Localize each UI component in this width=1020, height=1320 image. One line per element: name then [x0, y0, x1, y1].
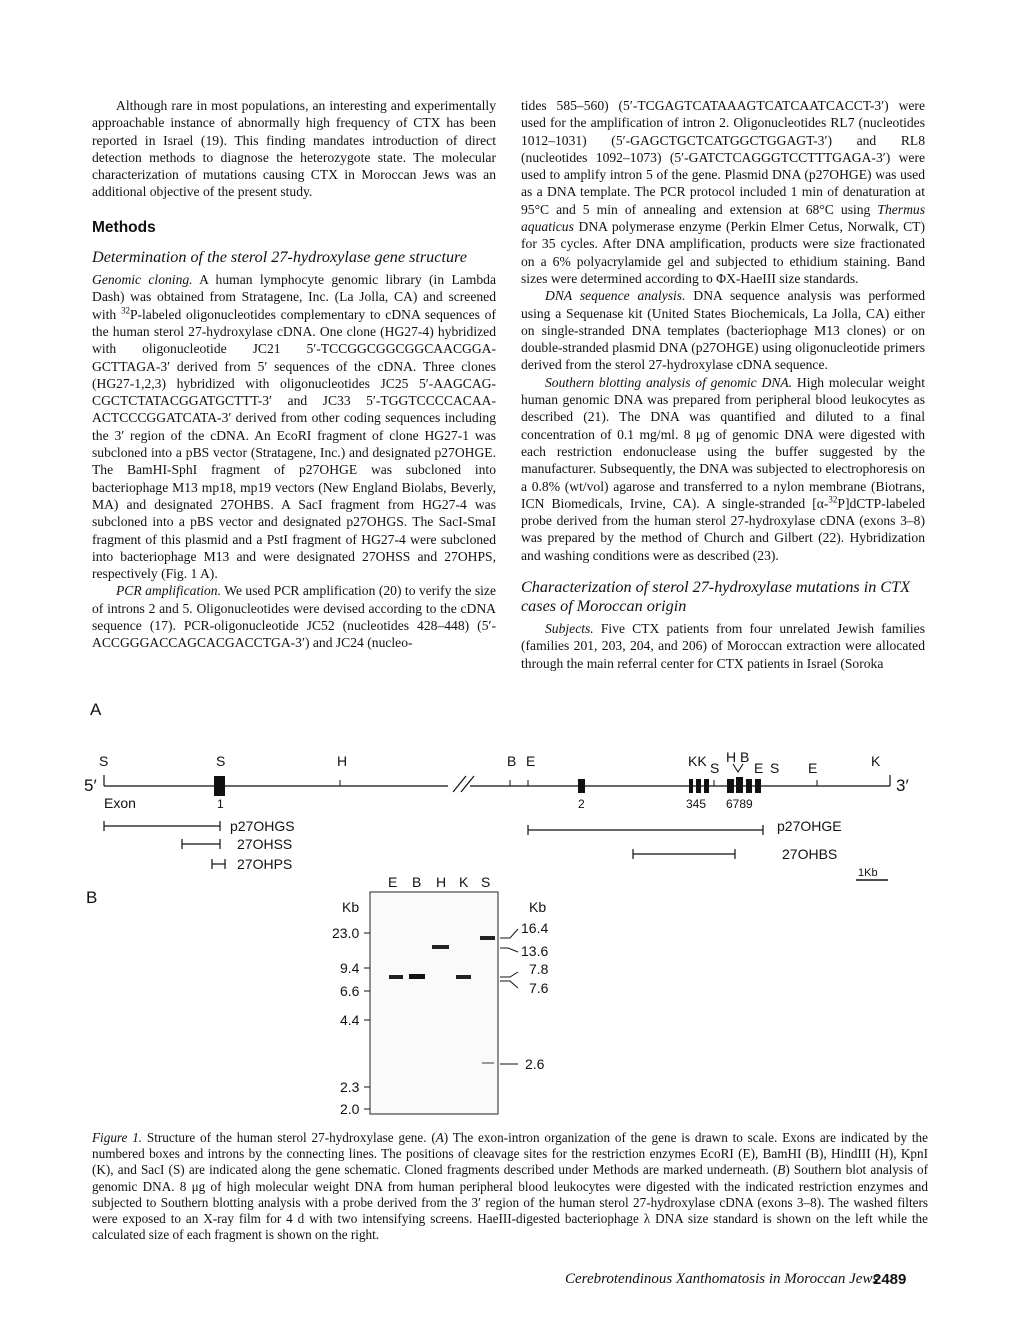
exon-number-6789: 6789 [726, 797, 753, 811]
marker-23: 23.0 [332, 925, 360, 941]
figure-graphic [0, 690, 1020, 1130]
subjects-text: Five CTX patients from four unrelated Jewish families (families 201, 203, 204, and 206) of Moroccan extraction were allocated through the main referral center for CTX patients in Israel (Soroka [521, 621, 925, 671]
genomic-cloning-text: A human lymphocyte genomic library (in Lambda Dash) was obtained from Stratagene, Inc. (La Jolla, CA) and screened with [92, 272, 496, 322]
clone-27ohps: 27OHPS [237, 856, 293, 872]
southern-text-cont: P]dCTP-labeled probe derived from the human sterol 27-hydroxylase cDNA (exons 3–8) was prepared by the method of Church and Gilbert (22). Hybridization and washing conditions were as described (23). [521, 495, 925, 563]
lane-label-k: K [459, 874, 469, 890]
marker-9-4: 9.4 [340, 960, 360, 976]
pcr-continued-paragraph [521, 97, 925, 287]
blot-membrane [370, 892, 498, 1114]
marker-6-6: 6.6 [340, 983, 360, 999]
band-faint [482, 1062, 494, 1064]
three-prime-label: 3′ [896, 776, 909, 795]
gap-mark-2 [461, 776, 474, 792]
marker-4-4: 4.4 [340, 1012, 360, 1028]
running-title: Cerebrotendinous Xanthomatosis in Moroccan Jews [565, 1271, 879, 1287]
clone-27ohss: 27OHSS [237, 836, 293, 852]
band-e [389, 975, 403, 979]
right-marker-2-6: 2.6 [525, 1056, 545, 1072]
dna-sequence-text: DNA sequence analysis was performed using a Sequenase kit (United States Biochemicals, La Jolla, CA) either on single-stranded DNA templates (bacteriophage M13 clones) or on double-stranded plasmid DNA (p27OHGE) using oligonucleotide primers derived from the sterol 27-hydroxylase cDNA sequence. [521, 288, 925, 373]
right-marker-7-6: 7.6 [529, 980, 549, 996]
exon-8 [746, 779, 752, 793]
southern-label: Southern blotting analysis of genomic DNA. [545, 374, 793, 390]
genomic-cloning-text-cont: P-labeled oligonucleotides complementary to cDNA sequences of the human sterol 27-hydroxylase cDNA. One clone (HG27-4) hybridized with oligonucleotide JC21 5′-TCCGGCGGCGGCAACGGA-GCTTAGA-3′ derived from 5′ sequences of the cDNA. Three clones (HG27-1,2,3) hybridized with oligonucleotides JC25 5′-AAGCAG-CGCTCTATACGGATGCTTT-3′ and JC33 5′-TGGTCCCCACAA-ACTCCCGGATCATA-3′ derived from other coding sequences including the 3′ region of the cDNA. An EcoRI fragment of clone HG27-1 was subcloned into a pBS vector (Stratagene, Inc.) and designated p27OHGE. The BamHI-SphI fragment of p27OHGE was subcloned into bacteriophage M13 mp18, mp19 vectors (New England Biolabs, Beverly, MA) and designated 27OHBS. A SacI fragment from HG27-4 was subcloned into a pBS vector and designated p27OHGS. The SacI-SmaI fragment of this plasmid and a PstI fragment of HG27-4 were subcloned into bacteriophage M13 and were designated 27OHSS and 27OHPS, respectively (Fig. 1 A). [92, 306, 496, 582]
site-s-1: S [99, 753, 109, 769]
exon-5 [704, 779, 709, 793]
gap-mark-1 [453, 776, 466, 792]
site-s-3: S [710, 760, 720, 776]
exon-label: Exon [104, 795, 136, 811]
pcr-paragraph [92, 582, 496, 651]
exon-9 [755, 779, 761, 793]
southern-text: High molecular weight human genomic DNA was prepared from peripheral blood leukocytes as described (21). The DNA was quantified and diluted to a final concentration of 0.1 mg/ml. 8 μg of genomic DNA were digested with each restriction endonuclease using the buffer suggested by the manufacturer. Subsequently, the DNA was subjected to electrophoresis on a 0.8% (wt/vol) agarose and transferred to a nylon membrane (Biotrans, ICN Biomedicals, Irvine, CA). A single-stranded [α- [521, 374, 925, 511]
isotope-superscript-2: 32 [828, 494, 838, 505]
lane-label-e: E [388, 874, 398, 890]
marker-2-3: 2.3 [340, 1079, 360, 1095]
clone-27ohbs: 27OHBS [782, 846, 838, 862]
exon-3 [689, 779, 693, 793]
five-prime-label: 5′ [84, 776, 97, 795]
clone-p27ohgs: p27OHGS [230, 818, 295, 834]
clone-p27ohge: p27OHGE [777, 818, 842, 834]
left-column [92, 97, 496, 652]
band-s [480, 936, 495, 940]
subjects-paragraph [521, 620, 925, 672]
figure-1 [0, 690, 1020, 1130]
exon-1 [214, 776, 225, 796]
scale-bar-label: 1Kb [858, 867, 878, 879]
methods-heading: Methods [92, 218, 156, 236]
site-k: K [871, 753, 881, 769]
exon-2 [578, 779, 585, 793]
dna-sequence-label: DNA sequence analysis. [545, 288, 686, 304]
band-b [409, 974, 425, 979]
intro-paragraph: Although rare in most populations, an interesting and experimentally approachable instance of abnormally high frequency of CTX has been reported in Israel (19). This finding mandates introduction of direct detection methods to diagnose the heterozygote state. The molecular characterization of mutations causing CTX in Moroccan Jews was an additional objective of the present study. [92, 98, 496, 200]
panel-b-label: B [86, 888, 98, 907]
site-h-2: H [726, 749, 737, 765]
pcr-continued-text-b: DNA polymerase enzyme (Perkin Elmer Cetus, Norwalk, CT) for 35 cycles. After DNA amplification, products were size fractionated on a 6% polyacrylamide gel and subjected to ethidium staining. Band sizes were determined according to ΦX-HaeIII size standards. [521, 219, 925, 286]
site-e-2: E [754, 760, 764, 776]
pcr-label: PCR amplification. [116, 583, 222, 599]
caption-label: Figure 1. [92, 1130, 143, 1145]
site-e-1: E [526, 753, 536, 769]
hb-bracket [733, 764, 743, 772]
right-marker-16-4: 16.4 [521, 920, 549, 936]
genomic-cloning-label: Genomic cloning. [92, 272, 193, 288]
site-e-3: E [808, 760, 818, 776]
structure-heading: Determination of the sterol 27-hydroxylase gene structure [92, 248, 467, 267]
page-number: 2489 [873, 1271, 907, 1288]
dna-sequence-paragraph [521, 287, 925, 373]
right-markers [500, 929, 518, 1064]
caption-text-b: ) The exon-intron organization of the gene is drawn to scale. Exons are indicated by the numbered boxes and introns by the connecting lines. The positions of cleavage sites for the restriction enzymes EcoRI (E), BamHI (B), HindIII (H), KpnI (K), and SacI (S) are indicated along the gene schematic. Cloned fragments described under Methods are marked underneath. ( [92, 1130, 928, 1178]
lane-label-b: B [412, 874, 422, 890]
mutations-heading: Characterization of sterol 27-hydroxylase mutations in CTX cases of Moroccan origin [521, 578, 911, 616]
site-b-1: B [507, 753, 517, 769]
site-s-4: S [770, 760, 780, 776]
exon-number-1: 1 [217, 797, 224, 811]
site-kk: KK [688, 753, 707, 769]
exon-4 [696, 779, 701, 793]
caption-ref-a: A [435, 1130, 444, 1145]
site-b-2: B [740, 749, 750, 765]
band-h [432, 945, 449, 949]
exon-6 [727, 779, 734, 793]
kb-left-title: Kb [342, 899, 360, 915]
exon-number-345: 345 [686, 797, 707, 811]
genomic-cloning-paragraph [92, 271, 496, 582]
right-marker-13-6: 13.6 [521, 943, 549, 959]
thermus-species: Thermus aquaticus [521, 201, 925, 235]
exon-number-2: 2 [578, 797, 585, 811]
right-marker-7-8: 7.8 [529, 961, 549, 977]
band-k [456, 975, 471, 979]
lane-label-h: H [436, 874, 447, 890]
pcr-text: We used PCR amplification (20) to verify the size of introns 2 and 5. Oligonucleotides were devised according to the cDNA sequence (17). PCR-oligonucleotide JC52 (nucleotides 428–448) (5′-ACCGGGACCAGCACGACCTGA-3′) and JC24 (nucleo- [92, 583, 497, 651]
figure-caption [92, 1130, 928, 1243]
caption-ref-b: B [777, 1162, 786, 1178]
site-h-1: H [337, 753, 348, 769]
caption-text-c: ) Southern blot analysis of genomic DNA. 8 μg of high molecular weight DNA from human peripheral blood leukocytes were digested with the indicated restriction enzymes and subjected to Southern blotting analysis with a probe derived from the 3′ region of the human sterol 27-hydroxylase cDNA (exons 3–8). The washed filters were exposed to an X-ray film for 4 d with two intensifying screens. HaeIII-digested bacteriophage λ DNA size standard is shown on the left while the calculated size of each fragment is shown on the right. [92, 1162, 928, 1243]
caption-text-a: Structure of the human sterol 27-hydroxylase gene. ( [142, 1130, 436, 1145]
left-markers [332, 925, 370, 1117]
right-column [521, 97, 925, 672]
lane-label-s: S [481, 874, 491, 890]
clone-lines [104, 821, 763, 869]
subjects-label: Subjects. [545, 621, 594, 637]
panel-a-label: A [90, 700, 102, 719]
marker-2-0: 2.0 [340, 1101, 360, 1117]
exon-7 [736, 777, 743, 793]
isotope-superscript: 32 [120, 305, 130, 316]
southern-paragraph [521, 374, 925, 564]
site-s-2: S [216, 753, 226, 769]
pcr-continued-text: tides 585–560) (5′-TCGAGTCATAAAGTCATCAATCACCT-3′) were used for the amplification of intron 2. Oligonucleotides RL7 (nucleotides 1012–1031) (5′-GAGCTGCTCATGGCTGGAGT-3′) and RL8 (nucleotides 1092–1073) (5′-GATCTCAGGGTCCTTTGAGA-3′) were used to amplify intron 5 of the gene. Plasmid DNA (p27OHGE) was used as a DNA template. The PCR protocol included 1 min of denaturation at 95°C and 5 min of annealing and extension at 68°C using [521, 98, 925, 217]
kb-right-title: Kb [529, 899, 547, 915]
